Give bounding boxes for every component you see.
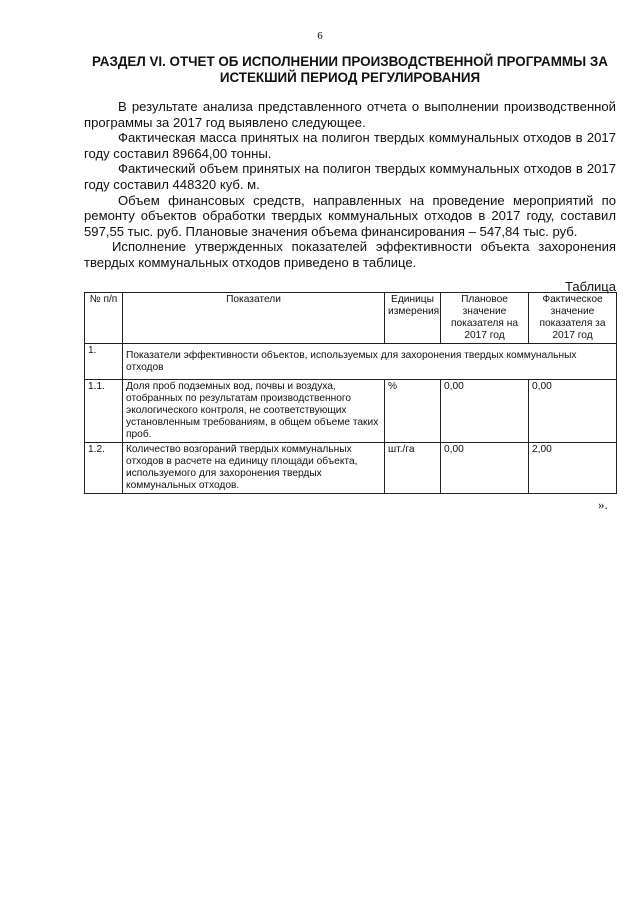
table-row [85,380,617,443]
row-unit: шт./га [385,443,441,494]
row-indicator: Доля проб подземных вод, почвы и воздуха, отобранных по результатам производственного экологического контроля, не соответствующих установленным требованиям, в общем объеме таких проб. [123,380,385,443]
table-section-row [85,344,617,380]
page-number: 6 [317,30,323,42]
table-caption: Таблица [565,279,616,294]
header-num: № п/п [85,293,123,344]
paragraph-mass: Фактическая масса принятых на полигон твердых коммунальных отходов в 2017 году составил 89664,00 тонны. [84,130,616,161]
table-header-row [85,293,617,344]
indicators-table [84,292,617,494]
section-num: 1. [85,344,123,380]
paragraph-finance: Объем финансовых средств, направленных на проведение мероприятий по ремонту объектов обработки твердых коммунальных отходов в 2017 году, составил 597,55 тыс. руб. Плановые значения объема финансирования – 547,84 тыс. руб. [84,192,616,239]
section-text: Показатели эффективности объектов, используемых для захоронения твердых коммунальных отходов [123,344,617,380]
row-fact: 0,00 [529,380,617,443]
table-row [85,443,617,494]
paragraph-volume: Фактический объем принятых на полигон твердых коммунальных отходов в 2017 году составил 448320 куб. м. [84,161,616,192]
row-plan: 0,00 [441,443,529,494]
row-plan: 0,00 [441,380,529,443]
row-fact: 2,00 [529,443,617,494]
row-indicator: Количество возгораний твердых коммунальных отходов в расчете на единицу площади объекта, используемого для захоронения твердых коммунальных отходов. [123,443,385,494]
body-text [84,99,616,271]
header-fact: Фактическое значение показателя за 2017 год [529,293,617,344]
paragraph-table-intro: Исполнение утвержденных показателей эффективности объекта захоронения твердых коммунальных отходов приведено в таблице. [84,239,616,270]
row-num: 1.1. [85,380,123,443]
row-unit: % [385,380,441,443]
header-indicator: Показатели [123,293,385,344]
header-plan: Плановое значение показателя на 2017 год [441,293,529,344]
section-title: РАЗДЕЛ VI. ОТЧЕТ ОБ ИСПОЛНЕНИИ ПРОИЗВОДСТВЕННОЙ ПРОГРАММЫ ЗА ИСТЕКШИЙ ПЕРИОД РЕГУЛИРОВАНИЯ [92,54,608,85]
header-unit: Единицы измерения [385,293,441,344]
closing-quote: ». [598,497,608,512]
paragraph-analysis: В результате анализа представленного отчета о выполнении производственной программы за 2017 год выявлено следующее. [84,99,616,130]
row-num: 1.2. [85,443,123,494]
